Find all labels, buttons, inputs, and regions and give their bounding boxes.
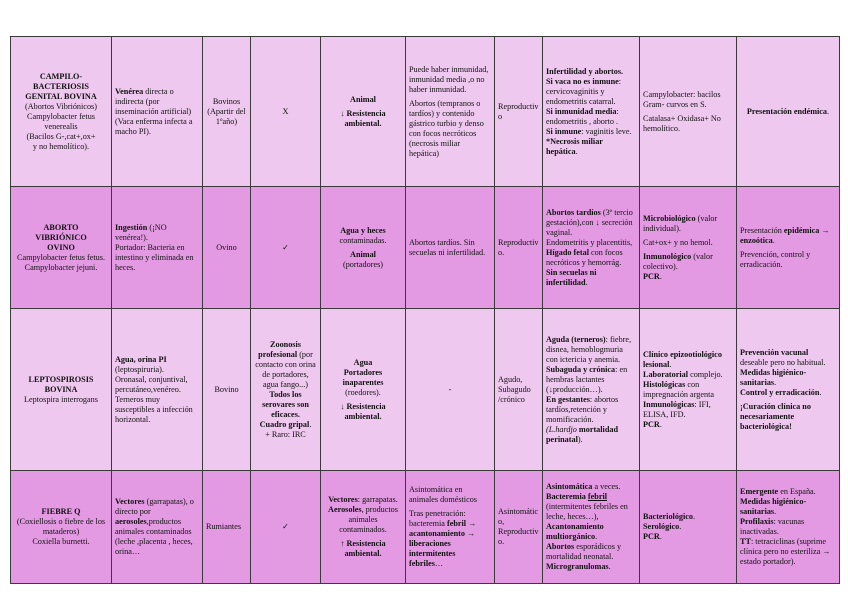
epidemiology-text: . <box>819 387 822 397</box>
epidemiology-key: Medidas higiénico-sanitarias <box>740 367 807 387</box>
diagnosis-text: . <box>659 419 662 429</box>
source-key: Aerosoles <box>328 505 362 514</box>
clinical-key: Sin secuelas ni infertilidad <box>546 267 597 287</box>
source-key: Agua y heces <box>340 225 386 235</box>
table-row <box>11 309 840 471</box>
diagnosis-key: Bacteriológico <box>643 512 694 521</box>
pathogenesis-text: Abortos tardíos. Sin secuelas ni infertilidad. <box>409 237 486 257</box>
diagnosis-text: . <box>693 512 696 521</box>
epidemiology-text: : vacunas inactivadas. <box>740 517 805 536</box>
transmission-text: Portador: Bacteria en intestino y eliminada en heces. <box>115 242 194 272</box>
clinical-key: En gestantes <box>546 394 590 404</box>
diagnosis-key: PCR <box>643 271 660 281</box>
zoonosis-key: Todos los serovares son eficaces. <box>262 389 309 419</box>
epidemiology-key: Profilaxis <box>740 517 774 526</box>
diagnosis-text: Cat+ox+ y no hemol. <box>643 237 713 247</box>
clinical-text: . <box>608 562 611 571</box>
clinical-text: : fiebre, disnea, hemoblogmuria con ictericia y anemia. <box>546 334 632 364</box>
epidemiology-cell <box>737 187 840 309</box>
transmission-key: aerosoles <box>115 517 147 526</box>
diagnosis-text: . <box>659 271 662 281</box>
diagnosis-key: Clínico epizootiológico lesional <box>643 349 722 369</box>
agent-traits: y no hemolítico). <box>32 141 90 151</box>
clinical-text: (3º tercio gestación),con ↓ secreción vaginal. <box>546 207 633 237</box>
zoonosis-text: + Raro: IRC <box>265 429 306 439</box>
disease-title: FIEBRE Q <box>41 507 81 516</box>
clinical-key: febril <box>587 492 608 501</box>
zoonosis-cell: ✓ <box>251 471 321 584</box>
source-text: contaminadas. <box>339 235 387 245</box>
epidemiology-key: Presentación endémica <box>746 106 828 116</box>
species-cell: Bovinos (Apartir del 1ºaño) <box>203 37 251 187</box>
pathogenesis-text: Abortos (tempranos o tardíos) y contenido gástrico turbio y denso con focos necróticos (necrosis miliar hepática) <box>409 98 484 158</box>
clinical-text: : vaginitis leve. <box>581 126 632 136</box>
form-cell: Reproductivo <box>495 37 543 187</box>
epidemiology-key: enzoótica <box>740 235 773 245</box>
epidemiology-key: TT <box>740 537 751 546</box>
clinical-key: Bacteremia <box>546 492 588 501</box>
table-row <box>11 471 840 584</box>
diagnosis-cell <box>640 471 737 584</box>
disease-title: VIBRIÓNICO <box>35 232 87 242</box>
transmission-cell <box>112 309 203 471</box>
transmission-key: Ingestión <box>115 222 148 232</box>
pathogenesis-text: Puede haber inmunidad, inmunidad media ,o no haber inmunidad. <box>409 64 489 94</box>
diagnosis-text: complejo. <box>688 369 723 379</box>
clinical-key: Si vaca no es inmune <box>546 76 619 86</box>
clinical-text: a veces. <box>592 482 621 491</box>
clinical-key: Acantonamiento multiorgánico <box>546 522 604 541</box>
resistance-text: ↑ Resistencia ambiental. <box>340 539 386 558</box>
diagnosis-text: Campylobacter: bacilos Gram- curvos en S. <box>643 89 721 109</box>
transmission-text: ,productos animales contaminados (leche ,placenta , heces, orina… <box>115 517 193 556</box>
clinical-key: *Necrosis miliar hepática <box>546 136 603 156</box>
disease-name-cell <box>11 471 112 584</box>
disease-title: BACTERIOSIS <box>33 81 89 91</box>
clinical-text: : abortos tardíos,retención y momificación. <box>546 394 619 424</box>
species-cell: Rumiantes <box>203 471 251 584</box>
clinical-key: Subaguda y crónica <box>546 364 616 374</box>
diagnosis-cell <box>640 37 737 187</box>
disease-name-cell <box>11 309 112 471</box>
epidemiology-key: epidémica → <box>783 225 830 235</box>
disease-table <box>10 36 840 584</box>
zoonosis-cell: ✓ <box>251 187 321 309</box>
source-key: Agua <box>353 357 373 367</box>
table-row <box>11 37 840 187</box>
clinical-key: Aguda (terneros) <box>546 334 606 344</box>
source-cell <box>321 471 406 584</box>
epidemiology-key: Emergente <box>740 487 779 496</box>
disease-title: BOVINA <box>44 384 78 394</box>
clinical-cell <box>543 187 640 309</box>
clinical-text: con focos necróticos y hemorrág. <box>546 247 623 267</box>
clinical-text: ). <box>577 434 583 444</box>
disease-title: ABORTO <box>43 222 79 232</box>
diagnosis-text: : IFI, ELISA, IFD. <box>643 399 711 419</box>
transmission-cell <box>112 187 203 309</box>
zoonosis-text: (por contacto con orina de portadores, agua fango...) <box>255 349 316 389</box>
disease-name-cell <box>11 37 112 187</box>
epidemiology-text: deseable pero no habitual. <box>740 357 826 367</box>
pathogenesis-cell: - <box>406 309 495 471</box>
transmission-cell <box>112 37 203 187</box>
source-cell <box>321 187 406 309</box>
diagnosis-key: Inmunológicas <box>643 399 695 409</box>
epidemiology-cell <box>737 309 840 471</box>
agent-name: Campylobacter fetus fetus. <box>17 252 105 262</box>
source-key: Vectores <box>328 495 358 504</box>
diagnosis-key: PCR <box>643 532 660 541</box>
epidemiology-cell <box>737 37 840 187</box>
epidemiology-key: Control y erradicación <box>740 387 820 397</box>
clinical-key: Abortos <box>546 542 575 551</box>
diagnosis-text: . <box>669 359 672 369</box>
epidemiology-text: . <box>774 377 777 387</box>
transmission-text: (leptospiruria). <box>115 364 164 374</box>
clinical-text: . <box>595 532 598 541</box>
source-key: Animal <box>350 249 376 259</box>
disease-alias: (Coxiellosis o fiebre de los mataderos) <box>16 517 106 536</box>
clinical-text: Endometritis y placentitis, <box>546 237 633 247</box>
diagnosis-key: Laboratorial <box>643 369 689 379</box>
epidemiology-text: : tetraciclinas (suprime clínica pero no esteriliza → estado portador). <box>740 537 831 566</box>
clinical-key: Si inmunidad media <box>546 106 617 116</box>
epidemiology-text: en España. <box>778 487 816 496</box>
clinical-text: (L.hardjo <box>546 424 579 434</box>
clinical-text: esporádicos y mortalidad neonatal. <box>546 542 622 561</box>
clinical-cell <box>543 37 640 187</box>
diagnosis-key: Microbiológico <box>643 213 696 223</box>
species-cell: Ovino <box>203 187 251 309</box>
source-key: Portadores inaparentes <box>342 367 384 387</box>
diagnosis-text: (valor individual). <box>643 213 718 233</box>
source-text: : garrapatas. <box>357 495 398 504</box>
diagnosis-cell <box>640 187 737 309</box>
diagnosis-text: Catalasa+ Oxidasa+ No hemolítico. <box>643 113 721 133</box>
pathogenesis-cell <box>406 187 495 309</box>
transmission-cell <box>112 471 203 584</box>
disease-title: OVINO <box>47 242 75 252</box>
epidemiology-text: . <box>772 235 775 245</box>
pathogenesis-key: febril → <box>446 519 477 528</box>
pathogenesis-text: Asintomática en animales domésticos <box>409 485 477 504</box>
diagnosis-cell <box>640 309 737 471</box>
agent-name: venerealis <box>44 121 78 131</box>
agent-name: Coxiella burnetti. <box>32 537 90 546</box>
epidemiology-text: Prevención, control y erradicación. <box>740 249 811 269</box>
transmission-key: Vectores <box>115 497 145 506</box>
epidemiology-text: Presentación <box>740 225 784 235</box>
disease-name-cell <box>11 187 112 309</box>
source-text: Animal <box>350 94 376 104</box>
transmission-text: (Vaca enferma infecta a macho PI). <box>115 116 193 136</box>
transmission-text: Oronasal, conjuntival, percutáneo,venéreo. Terneros muy susceptibles a infección horizontal. <box>115 374 193 424</box>
clinical-cell <box>543 309 640 471</box>
pathogenesis-text: Tras penetración: bacteremia <box>409 509 466 528</box>
resistance-text: ↓ Resistencia ambiental. <box>340 401 386 421</box>
source-text: (roedores). <box>345 387 381 397</box>
epidemiology-text: . <box>774 507 777 516</box>
clinical-cell <box>543 471 640 584</box>
clinical-text: : endometritis , aborto . <box>546 106 619 126</box>
form-cell: Reproductivo. <box>495 187 543 309</box>
transmission-text: (garrapatas), o directo por <box>115 497 194 516</box>
source-text: (portadores) <box>342 259 383 269</box>
clinical-key: Abortos tardíos <box>546 207 601 217</box>
transmission-key: Agua, orina PI <box>115 354 167 364</box>
epidemiology-key: Prevención vacunal <box>740 347 809 357</box>
zoonosis-key: Cuadro gripal <box>259 419 310 429</box>
diagnosis-key: Inmunológico <box>643 251 692 261</box>
agent-name: Campylobacter jejuni. <box>24 262 98 272</box>
zoonosis-text: . <box>309 419 312 429</box>
diagnosis-text: (valor colectivo). <box>643 251 713 271</box>
form-cell: Asintomático, Reproductivo. <box>495 471 543 584</box>
transmission-text: (¡NO venérea!). <box>115 222 167 242</box>
transmission-key: Venérea <box>115 86 144 96</box>
clinical-text: (intermitentes febriles en leche, heces…), <box>546 502 628 521</box>
diagnosis-text: con impregnación argenta <box>643 379 715 399</box>
diagnosis-key: PCR <box>643 419 660 429</box>
agent-traits: (Bacilos G-,cat+,ox+ <box>26 131 96 141</box>
clinical-text: . <box>575 146 578 156</box>
diagnosis-key: Serológico <box>643 522 680 531</box>
zoonosis-cell: X <box>251 37 321 187</box>
clinical-key: Asintomática <box>546 482 593 491</box>
clinical-key: Hígado fetal <box>546 247 589 257</box>
diagnosis-text: . <box>679 522 682 531</box>
epidemiology-key: ¡Curación clínica no necesariamente bacteriológica! <box>740 401 811 431</box>
clinical-text: : cervicovaginitis y endometritis catarral. <box>546 76 622 106</box>
clinical-key: Infertilidad y abortos. <box>546 66 624 76</box>
agent-name: Leptospira interrogans <box>24 394 98 404</box>
clinical-text: . <box>585 277 588 287</box>
pathogenesis-text: … <box>434 559 444 568</box>
zoonosis-cell <box>251 309 321 471</box>
clinical-text: : en hembras lactantes (↓producción…). <box>546 364 628 394</box>
clinical-key: Microgranulomas <box>546 562 609 571</box>
zoonosis-key: Zoonosis profesional <box>258 339 301 359</box>
clinical-key: mortalidad perinatal <box>546 424 619 444</box>
clinical-key: Si inmune <box>546 126 582 136</box>
source-cell <box>321 37 406 187</box>
transmission-text: directa o indirecta (por inseminación artificial) <box>115 86 192 116</box>
epidemiology-key: Medidas higiénico-sanitarias <box>740 497 807 516</box>
diagnosis-key: Histológicas <box>643 379 686 389</box>
disease-title: LEPTOSPIROSIS <box>28 374 94 384</box>
table-row <box>11 187 840 309</box>
disease-title: GENITAL BOVINA <box>25 91 97 101</box>
epidemiology-cell <box>737 471 840 584</box>
pathogenesis-cell <box>406 37 495 187</box>
pathogenesis-key: acantonamiento → <box>409 529 476 538</box>
pathogenesis-cell <box>406 471 495 584</box>
form-cell: Agudo, Subagudo /crónico <box>495 309 543 471</box>
source-cell <box>321 309 406 471</box>
species-cell: Bovino <box>203 309 251 471</box>
epidemiology-text: . <box>827 106 830 116</box>
agent-name: Campylobacter fetus <box>27 111 95 121</box>
source-text: , productos animales contaminados. <box>339 505 398 534</box>
resistance-text: ↓ Resistencia ambiental. <box>340 108 386 128</box>
diagnosis-text: . <box>659 532 662 541</box>
pathogenesis-key: liberaciones intermitentes febriles <box>409 539 456 568</box>
disease-title: CAMPILO- <box>39 71 83 81</box>
disease-alias: (Abortos Vibriónicos) <box>25 101 97 111</box>
